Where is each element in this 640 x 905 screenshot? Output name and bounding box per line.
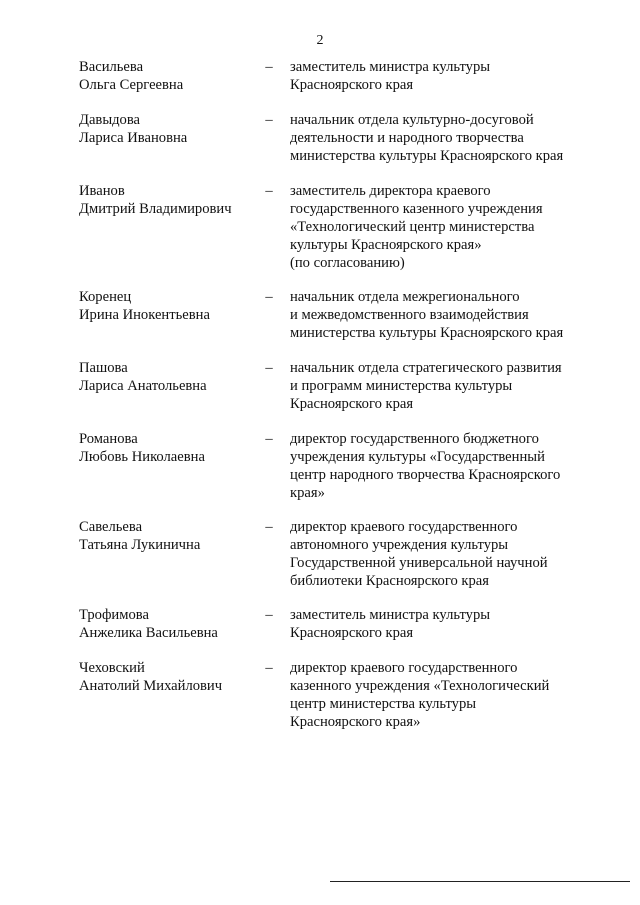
member-entry xyxy=(0,288,640,359)
given-names: Лариса Анатольевна xyxy=(79,378,207,394)
dash-separator: – xyxy=(265,360,273,376)
position-line: автономного учреждения культуры xyxy=(290,537,509,553)
given-names: Дмитрий Владимирович xyxy=(79,201,232,217)
member-name xyxy=(79,182,259,218)
surname: Иванов xyxy=(79,183,125,199)
member-position xyxy=(290,359,610,413)
position-line: начальник отдела стратегического развития xyxy=(290,360,562,376)
dash-separator: – xyxy=(265,183,273,199)
member-name xyxy=(79,518,259,554)
member-position xyxy=(290,430,610,502)
member-position xyxy=(290,659,610,731)
surname: Романова xyxy=(79,431,138,447)
position-line: деятельности и народного творчества xyxy=(290,130,524,146)
member-entry xyxy=(0,430,640,518)
member-name xyxy=(79,58,259,94)
position-line: центр народного творчества Красноярского xyxy=(290,467,561,483)
surname: Савельева xyxy=(79,519,143,535)
member-position xyxy=(290,518,610,590)
position-line: Государственной универсальной научной xyxy=(290,555,548,571)
dash-separator: – xyxy=(265,112,273,128)
member-entry xyxy=(0,606,640,659)
position-line: и межведомственного взаимодействия xyxy=(290,307,529,323)
position-line: «Технологический центр министерства xyxy=(290,219,535,235)
position-line: учреждения культуры «Государственный xyxy=(290,449,545,465)
surname: Коренец xyxy=(79,289,132,305)
page-number: 2 xyxy=(316,33,324,48)
member-position xyxy=(290,58,610,94)
given-names: Любовь Николаевна xyxy=(79,449,205,465)
position-line: Красноярского края xyxy=(290,625,414,641)
member-entry xyxy=(0,111,640,182)
position-line: центр министерства культуры xyxy=(290,696,477,712)
position-line: заместитель директора краевого xyxy=(290,183,491,199)
position-line: начальник отдела культурно-досуговой xyxy=(290,112,534,128)
member-entry xyxy=(0,58,640,111)
member-entry xyxy=(0,182,640,288)
member-name xyxy=(79,111,259,147)
position-line: библиотеки Красноярского края xyxy=(290,573,489,589)
position-line: Красноярского края xyxy=(290,396,414,412)
position-line: министерства культуры Красноярского края xyxy=(290,148,564,164)
member-name xyxy=(79,359,259,395)
member-name xyxy=(79,430,259,466)
surname: Васильева xyxy=(79,59,144,75)
dash-separator: – xyxy=(265,289,273,305)
member-name xyxy=(79,659,259,695)
position-line: заместитель министра культуры xyxy=(290,607,491,623)
member-list xyxy=(0,58,640,735)
member-name xyxy=(79,288,259,324)
position-line: (по согласованию) xyxy=(290,255,405,271)
position-line: казенного учреждения «Технологический xyxy=(290,678,550,694)
member-position xyxy=(290,182,610,272)
position-line: края» xyxy=(290,485,325,501)
dash-separator: – xyxy=(265,431,273,447)
position-line: начальник отдела межрегионального xyxy=(290,289,520,305)
given-names: Ирина Инокентьевна xyxy=(79,307,210,323)
member-entry xyxy=(0,518,640,606)
surname: Чеховский xyxy=(79,660,145,676)
given-names: Лариса Ивановна xyxy=(79,130,188,146)
position-line: директор краевого государственного xyxy=(290,660,518,676)
surname: Трофимова xyxy=(79,607,149,623)
position-line: культуры Красноярского края» xyxy=(290,237,482,253)
position-line: директор краевого государственного xyxy=(290,519,518,535)
member-position xyxy=(290,111,610,165)
member-entry xyxy=(0,659,640,735)
position-line: Красноярского края xyxy=(290,77,414,93)
position-line: Красноярского края» xyxy=(290,714,421,730)
member-position xyxy=(290,288,610,342)
given-names: Анжелика Васильевна xyxy=(79,625,218,641)
given-names: Татьяна Лукинична xyxy=(79,537,201,553)
member-name xyxy=(79,606,259,642)
footer-rule xyxy=(330,881,630,882)
dash-separator: – xyxy=(265,607,273,623)
dash-separator: – xyxy=(265,519,273,535)
given-names: Анатолий Михайлович xyxy=(79,678,223,694)
surname: Давыдова xyxy=(79,112,141,128)
dash-separator: – xyxy=(265,59,273,75)
member-position xyxy=(290,606,610,642)
position-line: и программ министерства культуры xyxy=(290,378,513,394)
position-line: министерства культуры Красноярского края xyxy=(290,325,564,341)
position-line: директор государственного бюджетного xyxy=(290,431,539,447)
given-names: Ольга Сергеевна xyxy=(79,77,184,93)
surname: Пашова xyxy=(79,360,128,376)
dash-separator: – xyxy=(265,660,273,676)
position-line: государственного казенного учреждения xyxy=(290,201,543,217)
position-line: заместитель министра культуры xyxy=(290,59,491,75)
member-entry xyxy=(0,359,640,430)
